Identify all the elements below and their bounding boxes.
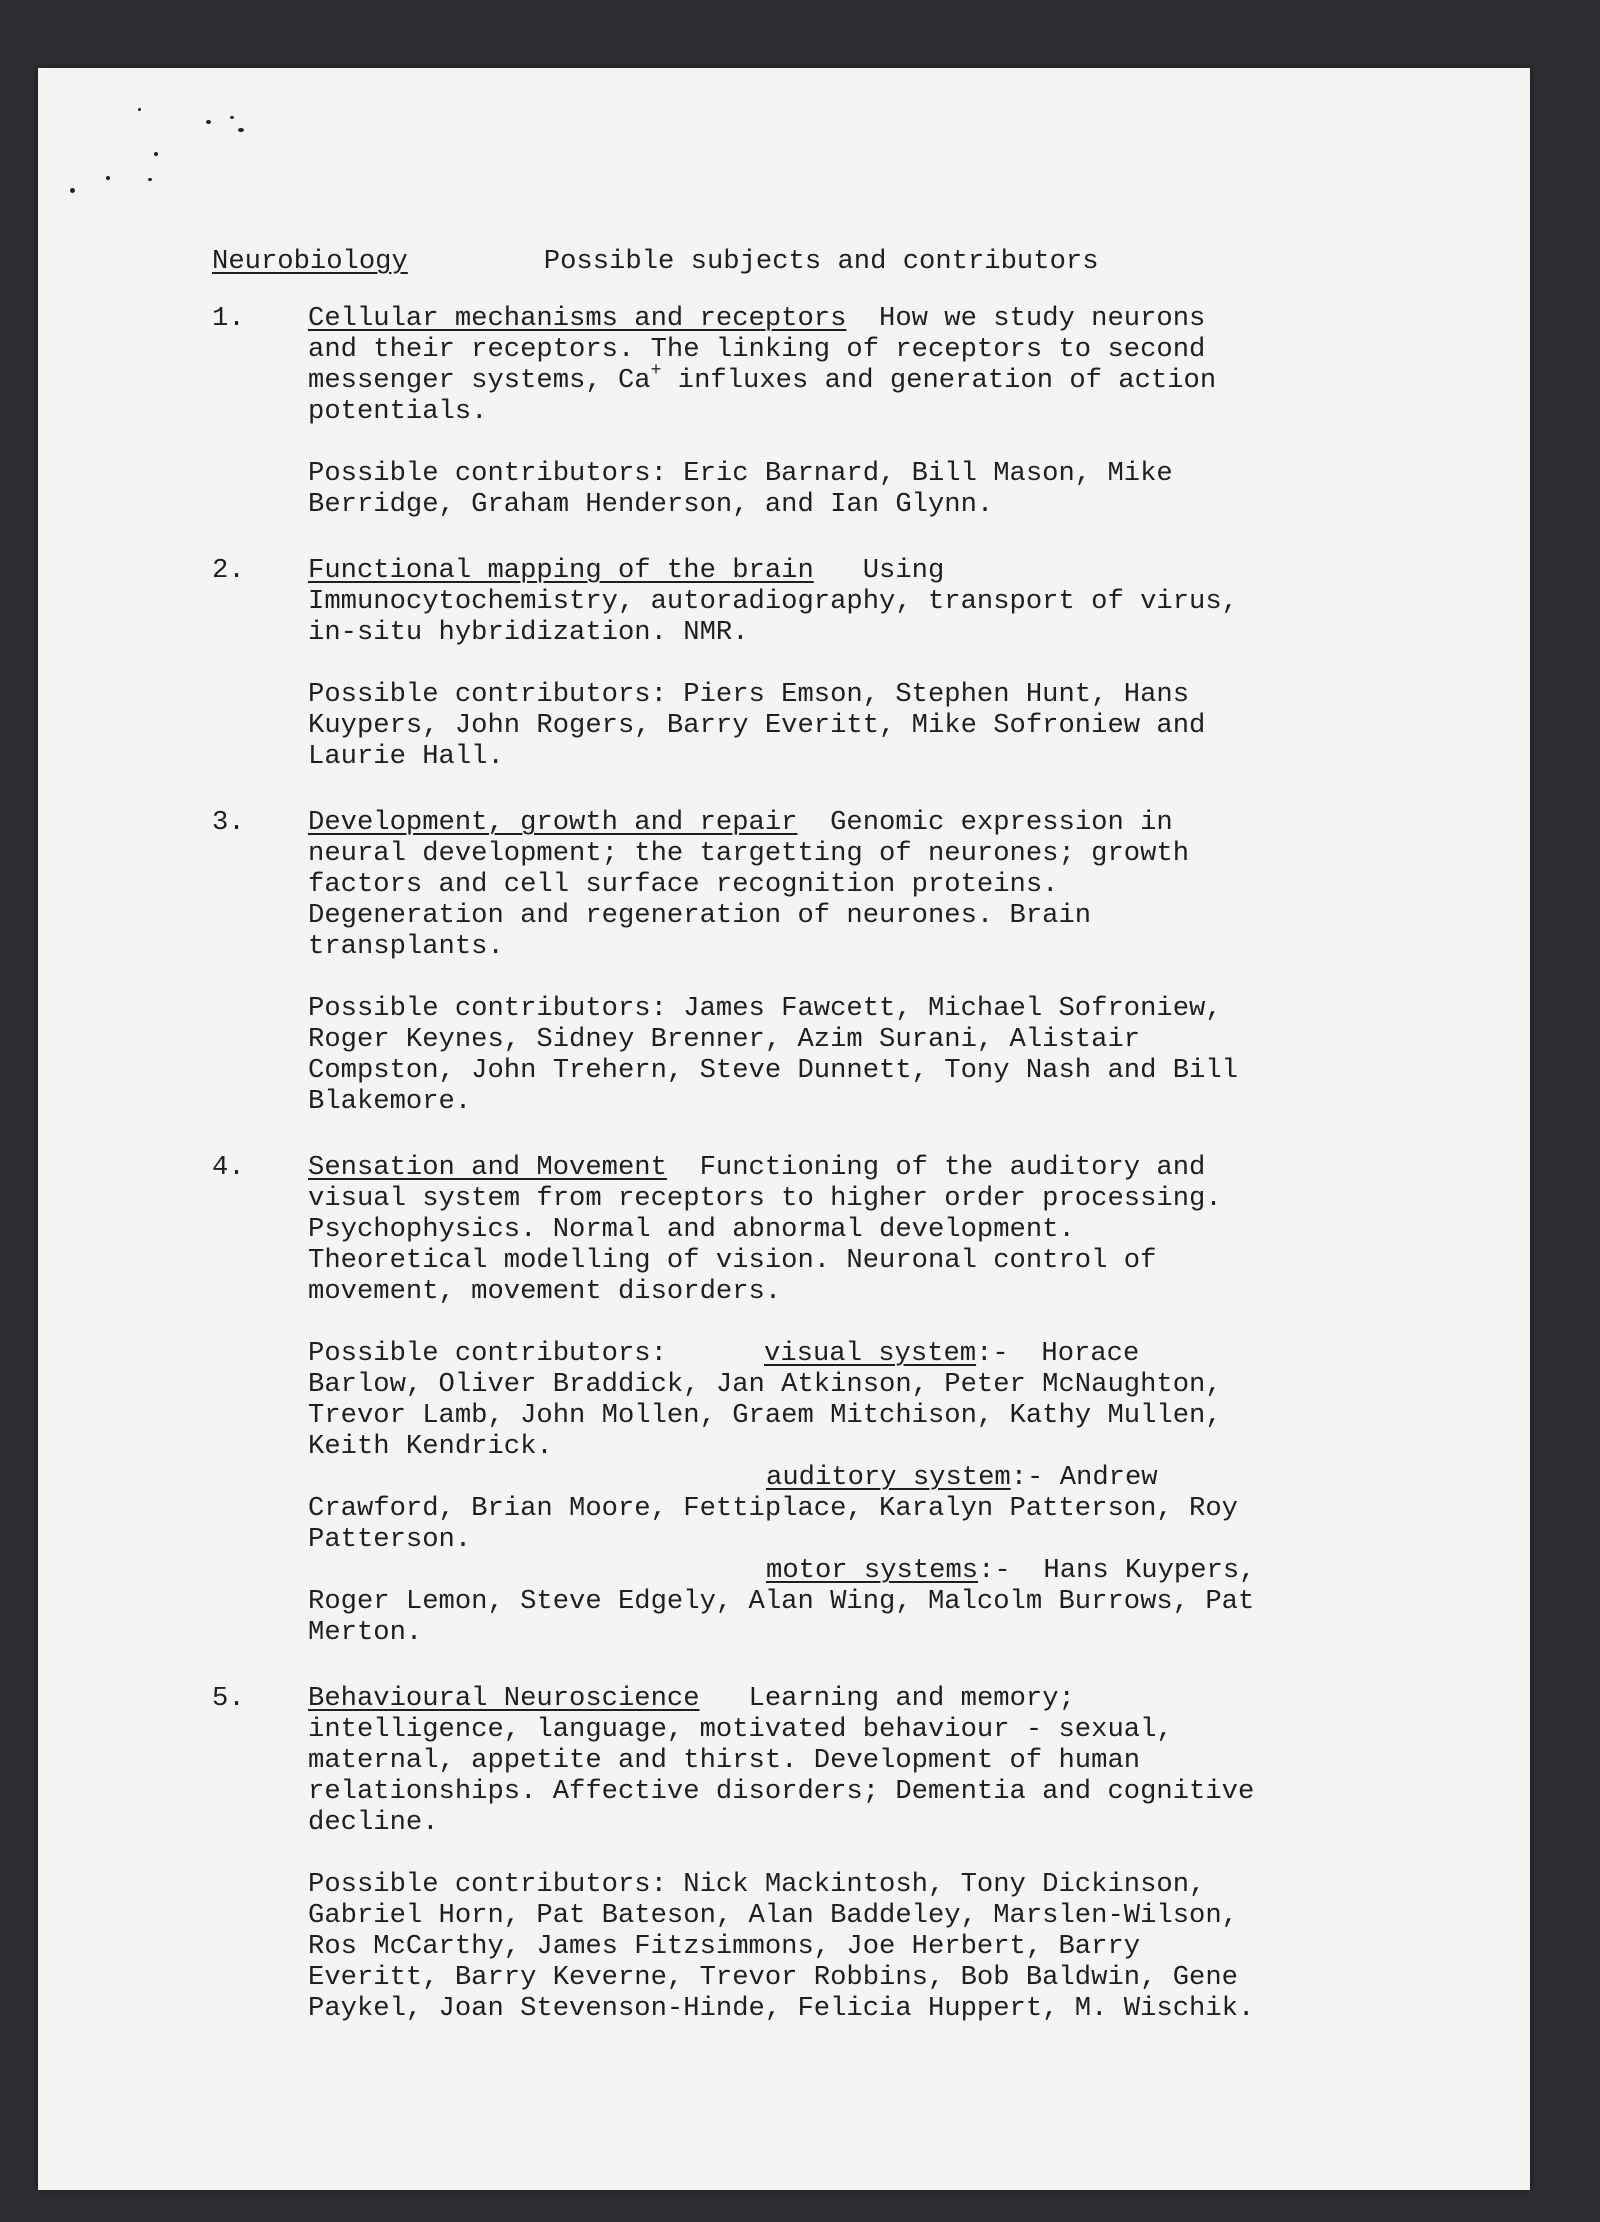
paper-mark xyxy=(154,152,158,156)
subject-item xyxy=(212,1152,1352,1648)
item-number: 1. xyxy=(212,303,245,334)
item-heading: Functional mapping of the brain xyxy=(308,555,814,586)
paper-mark xyxy=(138,108,141,111)
item-number: 4. xyxy=(212,1152,245,1183)
subject-item xyxy=(212,807,1352,1117)
contributor-group-visual: Possible contributors: visual system:- Horace Barlow, Oliver Braddick, Jan Atkinson, Peter McNaughton, Trevor Lamb, John Mollen, Graem Mitchison, Kathy Mullen, Keith Kendrick. xyxy=(308,1338,1222,1462)
paper-mark xyxy=(238,128,244,132)
subject-item xyxy=(212,555,1352,772)
item-contributors: Possible contributors: Nick Mackintosh, Tony Dickinson, Gabriel Horn, Pat Bateson, Alan Baddeley, Marslen-Wilson, Ros McCarthy, James Fitzsimmons, Joe Herbert, Barry Everitt, Barry Keverne, Trevor Robbins, Bob Baldwin, Gene Paykel, Joan Stevenson-Hinde, Felicia Huppert, M. Wischik. xyxy=(308,1869,1255,2024)
contributors-lead: Possible contributors: xyxy=(308,1338,667,1369)
paper-mark xyxy=(148,178,152,181)
document-header xyxy=(212,246,1352,277)
item-heading: Development, growth and repair xyxy=(308,807,798,838)
item-description: Cellular mechanisms and receptors How we study neurons and their receptors. The linking of receptors to second messenger systems, Ca+ influxes and generation of action potentials. xyxy=(308,303,1217,427)
item-contributors xyxy=(308,1338,1268,1648)
paper-mark xyxy=(106,176,110,180)
item-number: 3. xyxy=(212,807,245,838)
group-label: auditory system xyxy=(766,1462,1011,1493)
item-contributors: Possible contributors: Piers Emson, Stephen Hunt, Hans Kuypers, John Rogers, Barry Everitt, Mike Sofroniew and Laurie Hall. xyxy=(308,679,1206,772)
item-heading: Cellular mechanisms and receptors xyxy=(308,303,847,334)
item-description: Development, growth and repair Genomic expression in neural development; the targetting of neurones; growth factors and cell surface recognition proteins. Degeneration and regeneration of neurones. Brain transplants. xyxy=(308,807,1190,962)
item-heading: Sensation and Movement xyxy=(308,1152,667,1183)
item-number: 2. xyxy=(212,555,245,586)
item-number: 5. xyxy=(212,1683,245,1714)
item-contributors: Possible contributors: Eric Barnard, Bill Mason, Mike Berridge, Graham Henderson, and Ian Glynn. xyxy=(308,458,1173,520)
contributor-group-motor: motor systems:- Hans Kuypers, Roger Lemon, Steve Edgely, Alan Wing, Malcolm Burrows, Pat Merton. xyxy=(308,1555,1256,1648)
paper-mark xyxy=(206,120,211,124)
item-contributors: Possible contributors: James Fawcett, Michael Sofroniew, Roger Keynes, Sidney Brenner, Azim Surani, Alistair Compston, John Trehern, Steve Dunnett, Tony Nash and Bill Blakemore. xyxy=(308,993,1238,1117)
document-content xyxy=(212,246,1352,2059)
item-description: Behavioural Neuroscience Learning and memory; intelligence, language, motivated behaviour - sexual, maternal, appetite and thirst. Development of human relationships. Affective disorders; Dementia and cognitive decline. xyxy=(308,1683,1255,1838)
section-title: Neurobiology xyxy=(212,246,408,277)
subject-item xyxy=(212,1683,1352,2024)
item-heading: Behavioural Neuroscience xyxy=(308,1683,700,1714)
item-description: Functional mapping of the brain Using Immunocytochemistry, autoradiography, transport of virus, in-situ hybridization. NMR. xyxy=(308,555,1238,648)
group-label: motor systems xyxy=(766,1555,979,1586)
subject-item xyxy=(212,303,1352,520)
paper-mark xyxy=(230,116,234,119)
group-label: visual system xyxy=(764,1338,977,1369)
paper-mark xyxy=(70,188,75,193)
page-title: Possible subjects and contributors xyxy=(543,246,1099,277)
item-description: Sensation and Movement Functioning of the auditory and visual system from receptors to higher order processing. Psychophysics. Normal and abnormal development. Theoretical modelling of vision. Neuronal control of movement, movement disorders. xyxy=(308,1152,1222,1307)
contributor-group-auditory: auditory system:- Andrew Crawford, Brian Moore, Fettiplace, Karalyn Patterson, Roy Patterson. xyxy=(308,1462,1238,1555)
